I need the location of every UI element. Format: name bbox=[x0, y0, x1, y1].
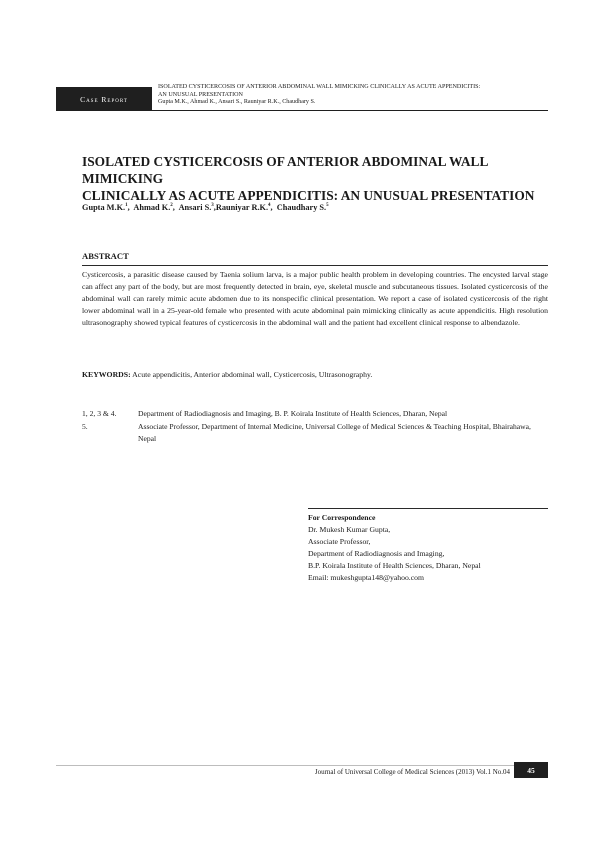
author-affiliation-mark: 2 bbox=[170, 203, 173, 209]
article-title bbox=[82, 153, 552, 204]
correspondence-email: Email: mukeshgupta148@yahoo.com bbox=[308, 573, 424, 582]
author-separator: , bbox=[213, 203, 216, 212]
correspondence-line: B.P. Koirala Institute of Health Sciences, Dharan, Nepal bbox=[308, 561, 481, 570]
affiliation-text: Department of Radiodiagnosis and Imaging, B. P. Koirala Institute of Health Sciences, Dharan, Nepal bbox=[138, 409, 448, 418]
running-authors: Gupta M.K., Ahmad K., Ansari S., Rauniyar R.K., Chaudhary S. bbox=[158, 99, 316, 106]
section-tag-label: Case Report bbox=[80, 94, 128, 104]
author-affiliation-mark: 3 bbox=[211, 203, 214, 209]
abstract-rule bbox=[82, 265, 548, 266]
keywords-text: Acute appendicitis, Anterior abdominal wall, Cysticercosis, Ultrasonography. bbox=[130, 370, 373, 379]
author-separator: , bbox=[127, 203, 132, 212]
author-name: Rauniyar R.K. bbox=[215, 203, 269, 212]
affiliation-text: Associate Professor, Department of Internal Medicine, Universal College of Medical Sciences & Teaching Hospital, Bhairahawa, Nepal bbox=[138, 422, 531, 443]
author-list bbox=[82, 203, 329, 212]
header-rule bbox=[152, 110, 548, 111]
running-header bbox=[158, 84, 550, 107]
running-title-line1: ISOLATED CYSTICERCOSIS OF ANTERIOR ABDOMINAL WALL MIMICKING CLINICALLY AS ACUTE APPENDICITIS: bbox=[158, 84, 481, 90]
keywords bbox=[82, 370, 548, 379]
correspondence-line: Dr. Mukesh Kumar Gupta, bbox=[308, 525, 391, 534]
author-name: Chaudhary S. bbox=[276, 203, 327, 212]
abstract-text: Cysticercosis, a parasitic disease caused by Taenia solium larva, is a major public health problem in developing countries. The encysted larval stage can affect any part of the body, but are most frequently detected in brain, eye, skeletal muscle and subcutaneous tissues. Isolated cysticercosis of the abdominal wall can rarely mimic acute abdomen due to its nonspecific clinical presentation. We report a case of isolated cysticercosis of the right lower abdominal wall in a 25-year-old female who presented with acute abdominal pain mimicking clinically as acute appendicitis. High resolution ultrasonography showed typical features of cysticercosis in the abdominal wall and the patient had excellent clinical response to albendazole. bbox=[82, 270, 548, 328]
abstract-heading: ABSTRACT bbox=[82, 251, 129, 261]
affiliation-number: 1, 2, 3 & 4. bbox=[82, 409, 117, 418]
running-title-line2: AN UNUSUAL PRESENTATION bbox=[158, 91, 243, 98]
correspondence-block bbox=[308, 512, 548, 584]
correspondence-line: Department of Radiodiagnosis and Imaging, bbox=[308, 549, 445, 558]
keywords-label: KEYWORDS: bbox=[82, 370, 131, 379]
page-number-label: 45 bbox=[527, 765, 535, 775]
correspondence-rule bbox=[308, 508, 548, 509]
correspondence-heading: For Correspondence bbox=[308, 513, 376, 522]
page-number bbox=[514, 762, 548, 778]
author-name: Ahmad K. bbox=[133, 203, 171, 212]
author-separator: , bbox=[270, 203, 275, 212]
article-title-line1: ISOLATED CYSTICERCOSIS OF ANTERIOR ABDOMINAL WALL MIMICKING bbox=[82, 154, 488, 186]
author-name: Gupta M.K. bbox=[82, 203, 126, 212]
correspondence-line: Associate Professor, bbox=[308, 537, 371, 546]
author-separator: , bbox=[172, 203, 177, 212]
section-tag bbox=[56, 87, 152, 111]
author-affiliation-mark: 1 bbox=[125, 203, 128, 209]
author-name: Ansari S. bbox=[178, 203, 212, 212]
article-title-line2: CLINICALLY AS ACUTE APPENDICITIS: AN UNUSUAL PRESENTATION bbox=[82, 188, 535, 203]
author-affiliation-mark: 4 bbox=[268, 203, 271, 209]
footer-journal: Journal of Universal College of Medical Sciences (2013) Vol.1 No.04 bbox=[314, 768, 510, 776]
author-affiliation-mark: 5 bbox=[326, 203, 329, 209]
affiliation-number: 5. bbox=[82, 422, 88, 431]
